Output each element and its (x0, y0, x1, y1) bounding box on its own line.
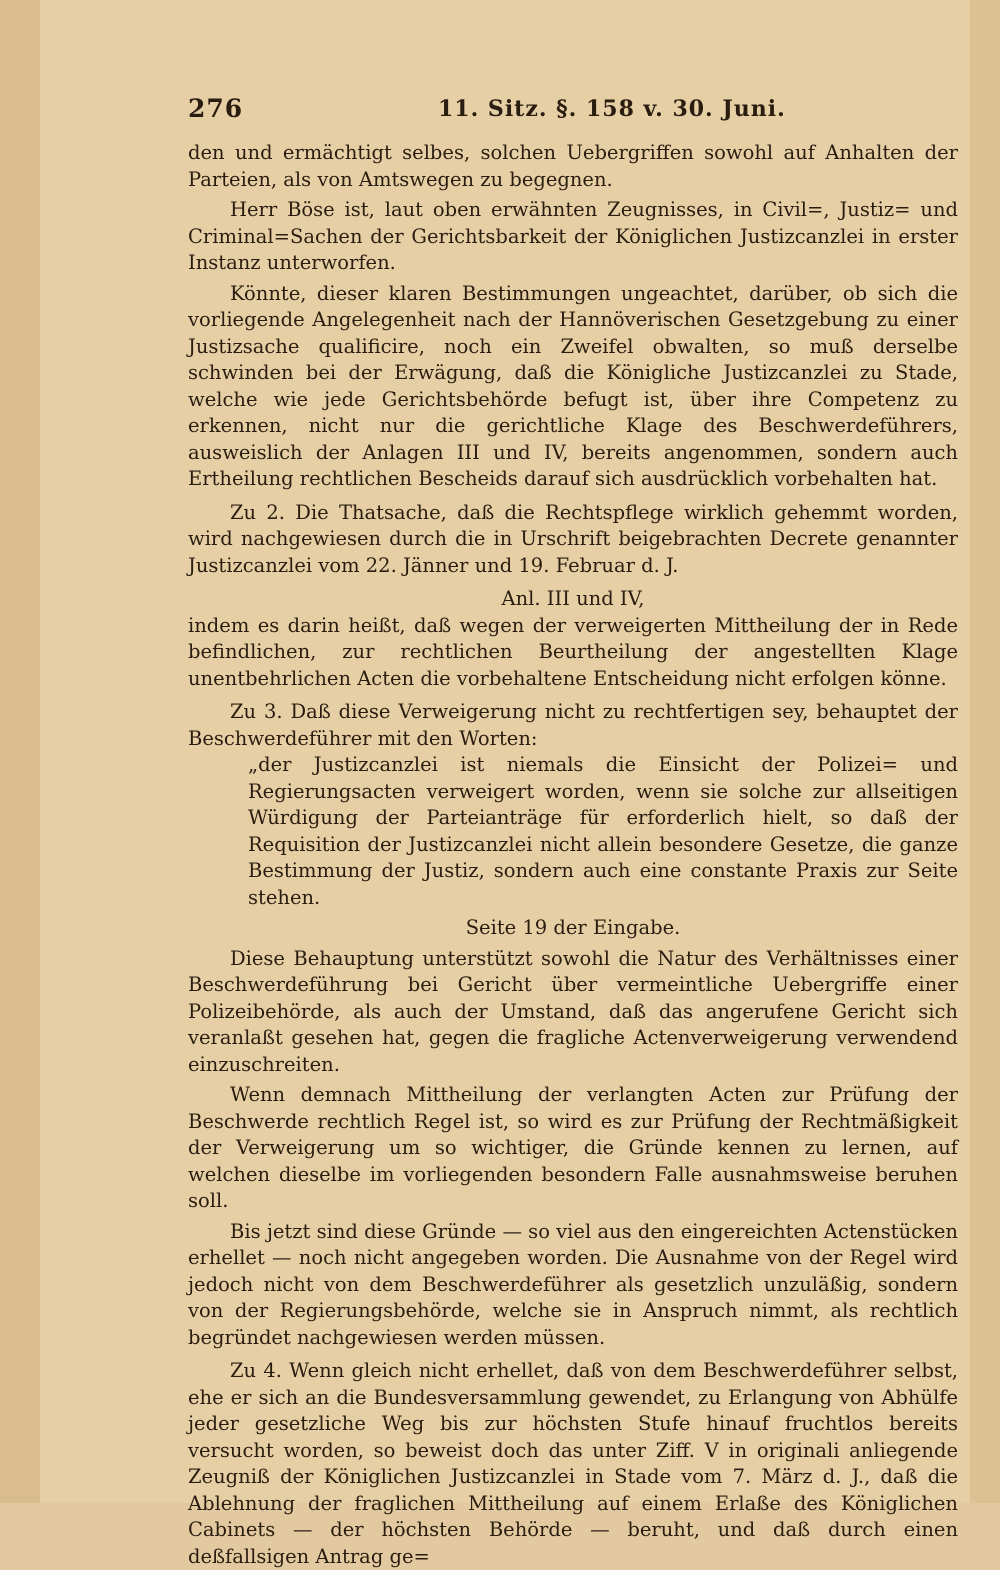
running-head: 11. Sitz. §. 158 v. 30. Juni. (438, 96, 786, 122)
book-spine-shadow (0, 0, 40, 1503)
block-quote: „der Justizcanzlei ist niemals die Einsicht der Polizei= und Regierungsacten verweigert worden, wenn sie solche zur allseitigen Würdigung der Parteianträge für erforderlich hielt, so daß der Requisition der Justizcanzlei nicht allein besondere Gesetze, die ganze Bestimmung der Justiz, sondern auch eine constante Praxis zur Seite stehen. (248, 753, 958, 909)
page-edge (970, 0, 1000, 1503)
paragraph-2: Herr Böse ist, laut oben erwähnten Zeugnisses, in Civil=, Justiz= und Criminal=Sachen der Gerichtsbarkeit der Königlichen Justizcanzlei in erster Instanz unterworfen. (188, 198, 958, 274)
annex-reference: Anl. III und IV, (501, 587, 645, 610)
page-header (188, 94, 958, 130)
page-number: 276 (188, 94, 244, 123)
quote-source: Seite 19 der Eingabe. (465, 916, 681, 939)
paragraph-behauptung: Diese Behauptung unterstützt sowohl die Natur des Verhältnisses einer Beschwerdeführung bei Gericht über vermeintliche Uebergriffe einer Polizeibehörde, als auch der Umstand, daß das angerufene Gericht sich veranlaßt gesehen hat, gegen die fragliche Actenverweigerung verwendend einzuschreiten. (188, 946, 958, 1076)
paragraph-demnach: Wenn demnach Mittheilung der verlangten Acten zur Prüfung der Beschwerde rechtlich Regel ist, so wird es zur Prüfung der Rechtmäßigkeit der Verweigerung um so wichtiger, die Gründe kennen zu lernen, auf welchen dieselbe im vorliegenden besondern Falle ausnahmsweise beruhen soll. (188, 1083, 958, 1212)
paragraph-zu-3: Zu 3. Daß diese Verweigerung nicht zu rechtfertigen sey, behauptet der Beschwerdeführer mit den Worten: (188, 700, 958, 750)
paragraph-3: Könnte, dieser klaren Bestimmungen ungeachtet, darüber, ob sich die vorliegende Angelegenheit nach der Hannöverischen Gesetzgebung zu einer Justizsache qualificire, noch ein Zweifel obwalten, so muß derselbe schwinden bei der Erwägung, daß die Königliche Justizcanzlei zu Stade, welche wie jede Gerichtsbehörde befugt ist, über ihre Competenz zu erkennen, nicht nur die gerichtliche Klage des Beschwerdeführers, ausweislich der Anlagen III und IV, bereits angenommen, sondern auch Ertheilung rechtlichen Bescheids darauf sich ausdrücklich vorbehalten hat. (188, 281, 958, 490)
paragraph-bis-jetzt: Bis jetzt sind diese Gründe — so viel aus den eingereichten Actenstücken erhellet — noch nicht angegeben worden. Die Ausnahme von der Regel wird jedoch nicht von dem Beschwerdeführer als gesetzlich unzuläßig, sondern von der Regierungsbehörde, welche sie in Anspruch nimmt, als rechtlich begründet nachgewiesen werden müssen. (188, 1219, 958, 1349)
paragraph-zu-2: Zu 2. Die Thatsache, daß die Rechtspflege wirklich gehemmt worden, wird nachgewiesen durch die in Urschrift beigebrachten Decrete genannter Justizcanzlei vom 22. Jänner und 19. Februar d. J. (188, 500, 958, 577)
paragraph-1: den und ermächtigt selbes, solchen Uebergriffen sowohl auf Anhalten der Parteien, als von Amtswegen zu begegnen. (188, 141, 958, 191)
paragraph-zu-4: Zu 4. Wenn gleich nicht erhellet, daß von dem Beschwerdeführer selbst, ehe er sich an die Bundesversammlung gewendet, zu Erlangung von Abhülfe jeder gesetzliche Weg bis zur höchsten Stufe hinauf fruchtlos bereits versucht worden, so beweist doch das unter Ziff. V in originali anliegende Zeugniß der Königlichen Justizcanzlei in Stade vom 7. März d. J., daß die Ablehnung der fraglichen Mittheilung auf einem Erlaße des Königlichen Cabinets — der höchsten Behörde — beruht, und daß durch einen deßfallsigen Antrag ge= (188, 1359, 958, 1568)
paragraph-continuation: indem es darin heißt, daß wegen der verweigerten Mittheilung der in Rede befindlichen, zur rechtlichen Beurtheilung der angestellten Klage unentbehrlichen Acten die vorbehaltene Entscheidung nicht erfolgen könne. (188, 613, 958, 690)
body-text (188, 140, 958, 1570)
